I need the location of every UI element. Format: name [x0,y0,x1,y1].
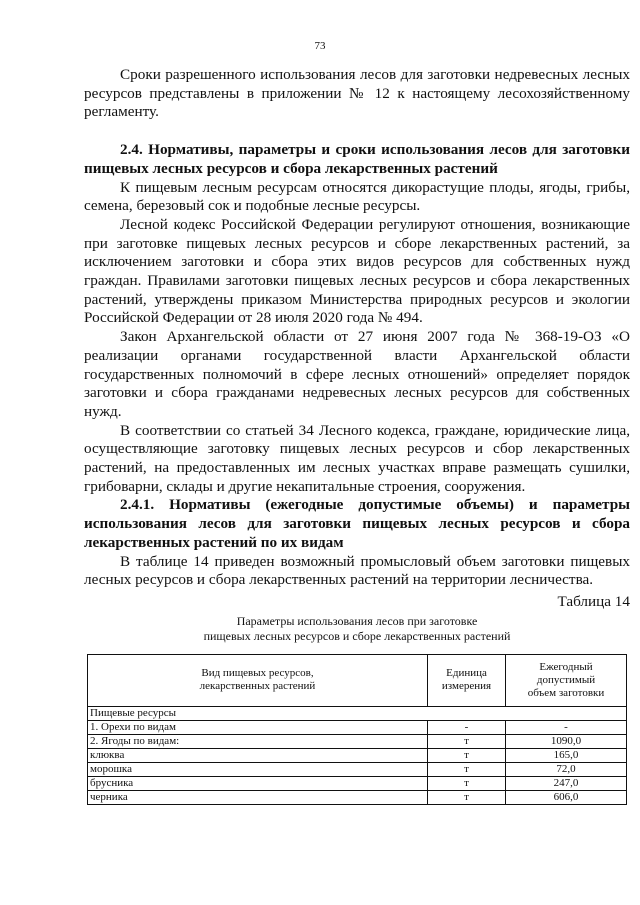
row-name: брусника [88,776,428,790]
paragraph-article-34: В соответствии со статьей 34 Лесного кодекса, граждане, юридические лица, осуществляющие заготовку пищевых лесных ресурсов и сбор лекарственных растений, на предоставленных им лесных участках вправе размещать сушилки, грибоварни, склады и другие некапитальные строения, сооружения. [84,421,630,495]
header-resource-type: Вид пищевых ресурсов, лекарственных растений [88,654,428,706]
row-name: клюква [88,748,428,762]
section-heading-2-4: 2.4. Нормативы, параметры и сроки использования лесов для заготовки пищевых лесных ресурсов и сбора лекарственных растений [84,141,630,177]
table-row [88,776,627,790]
table-row [88,762,627,776]
table-section-row [88,706,627,720]
row-unit: - [428,720,506,734]
header-annual-volume: Ежегодный допустимый объем заготовки [506,654,627,706]
row-value: 165,0 [506,748,627,762]
paragraph-regional-law: Закон Архангельской области от 27 июня 2007 года № 368-19-ОЗ «О реализации органами государственной власти Архангельской области государственных полномочий в сфере лесных отношений» определяет порядок заготовки и сбора гражданами недревесных лесных ресурсов для собственных нужд. [84,328,630,420]
table-row [88,720,627,734]
row-unit: т [428,790,506,804]
row-value: - [506,720,627,734]
table-row [88,790,627,804]
paragraph-forest-code: Лесной кодекс Российской Федерации регулируют отношения, возникающие при заготовке пищевых лесных ресурсов и сборе лекарственных растений, за исключением заготовки и сбора этих видов ресурсов для собственных нужд граждан. Правилами заготовки пищевых лесных ресурсов и сбора лекарственных растений, утверждены приказом Министерства природных ресурсов и экологии Российской Федерации от 28 июля 2020 года № 494. [84,215,630,327]
table-label: Таблица 14 [557,592,630,610]
page-number: 73 [314,40,326,52]
paragraph-food-resources: К пищевым лесным ресурсам относятся дикорастущие плоды, ягоды, грибы, семена, березовый сок и подобные лесные ресурсы. [84,178,630,215]
section-heading-2-4-1: 2.4.1. Нормативы (ежегодные допустимые объемы) и параметры использования лесов для заготовки пищевых лесных ресурсов и сбора лекарственных растений по их видам [84,496,630,551]
row-unit: т [428,734,506,748]
row-value: 247,0 [506,776,627,790]
page-content [84,66,630,805]
row-name: 1. Орехи по видам [88,720,428,734]
table-header-row [88,654,627,706]
row-value: 72,0 [506,762,627,776]
header-unit: Единица измерения [428,654,506,706]
resources-table [87,654,627,805]
spacer [84,122,630,141]
row-value: 606,0 [506,790,627,804]
table-title [84,614,630,644]
row-name: черника [88,790,428,804]
paragraph-table-intro: В таблице 14 приведен возможный промысловый объем заготовки пищевых лесных ресурсов и сбора лекарственных растений на территории лесничества. [84,552,630,589]
table-title-line-2: пищевых лесных ресурсов и сборе лекарственных растений [203,628,511,643]
row-value: 1090,0 [506,734,627,748]
table-row [88,748,627,762]
section-food-resources: Пищевые ресурсы [88,706,627,720]
row-unit: т [428,762,506,776]
table-title-line-1: Параметры использования лесов при заготовке [236,613,478,628]
row-unit: т [428,776,506,790]
row-unit: т [428,748,506,762]
row-name: 2. Ягоды по видам: [88,734,428,748]
table-row [88,734,627,748]
paragraph-deadlines: Сроки разрешенного использования лесов для заготовки недревесных лесных ресурсов представлены в приложении № 12 к настоящему лесохозяйственному регламенту. [84,66,630,121]
row-name: морошка [88,762,428,776]
